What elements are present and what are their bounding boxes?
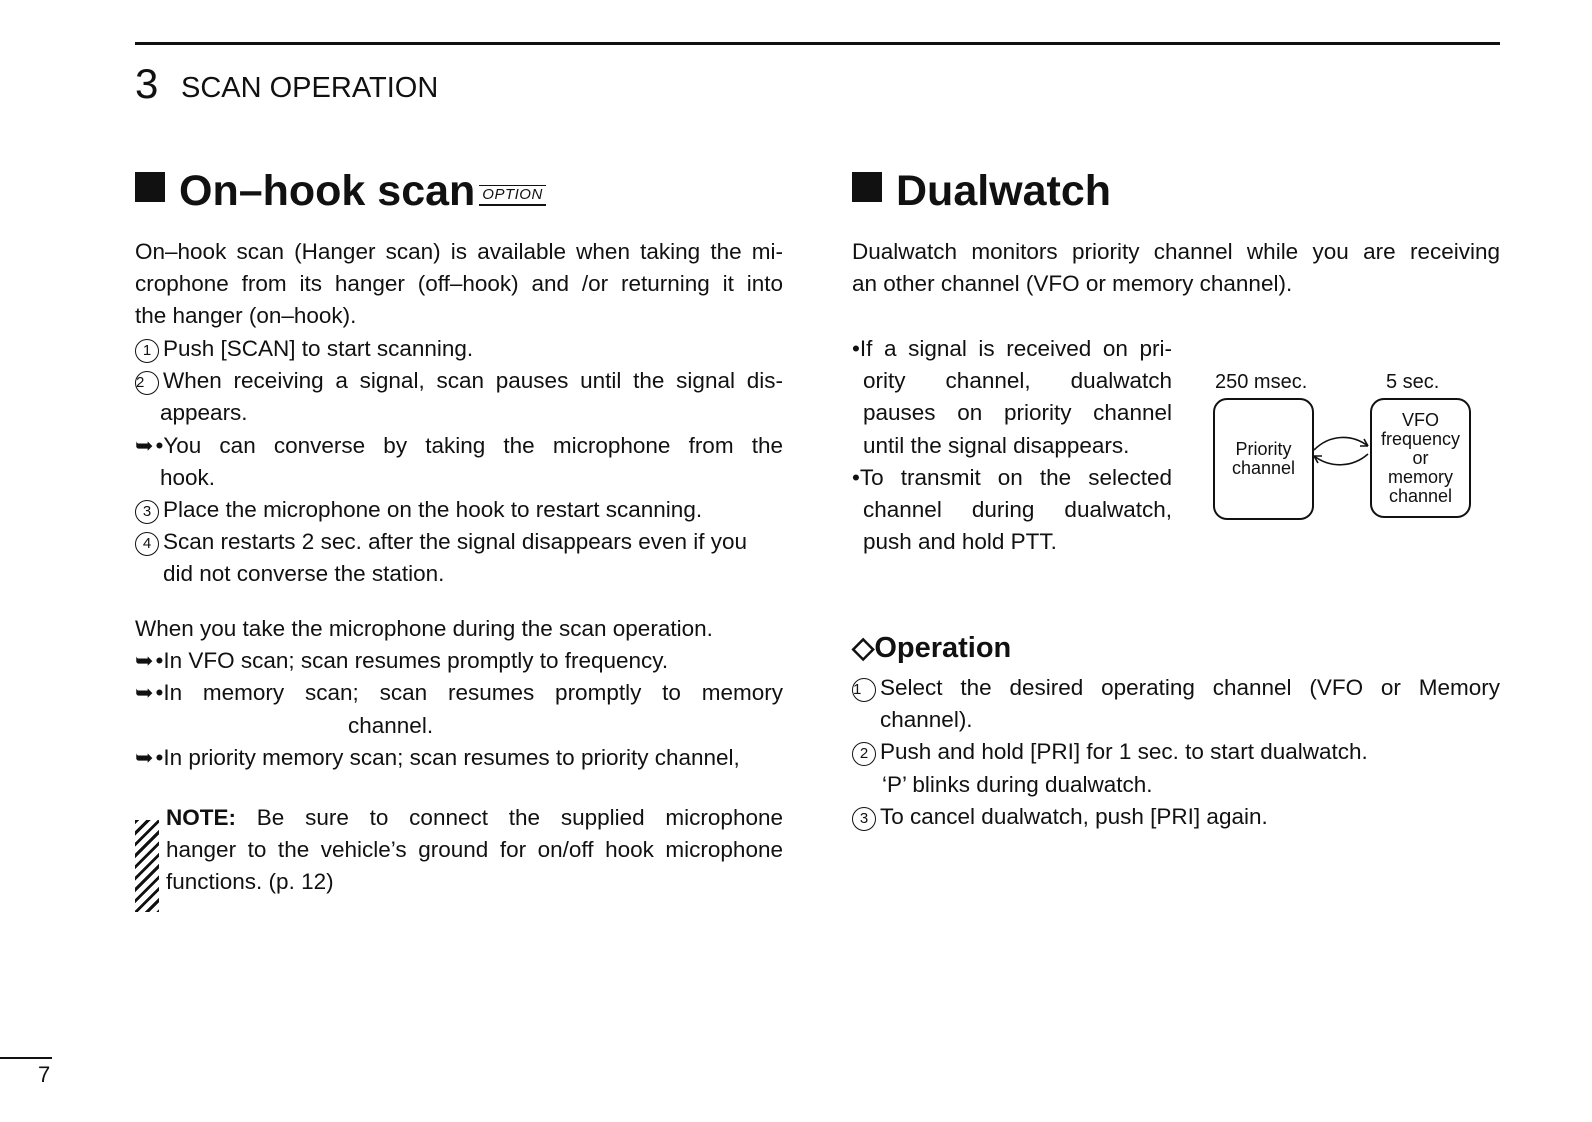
- bullet-text: If a signal is received on pri-: [859, 336, 1172, 361]
- take-mic-text: When you take the microphone during the scan operation.: [135, 616, 713, 641]
- box-label: Priority: [1235, 439, 1292, 459]
- step-text: Place the microphone on the hook to restart scanning.: [163, 497, 703, 523]
- op-step-2: [852, 736, 1500, 768]
- arrow-icon: ➥: [135, 680, 154, 706]
- footer-rule: [0, 1057, 52, 1059]
- bullet-dot: •: [852, 336, 860, 361]
- box-label: VFO: [1401, 409, 1439, 430]
- onhook-intro: [135, 236, 783, 333]
- dualwatch-heading: [852, 166, 1111, 216]
- step-2-cont: appears.: [160, 400, 248, 426]
- step-text: Select the desired operating channel (VFO or Memory: [880, 675, 1500, 700]
- resume-item-cont: channel.: [348, 712, 434, 738]
- arrow-note: [135, 430, 783, 462]
- top-rule: [135, 42, 1500, 45]
- resume-block: [135, 613, 783, 774]
- resume-item: [135, 742, 783, 774]
- op-step-1-cont: channel).: [880, 707, 973, 733]
- step-text: To cancel dualwatch, push [PRI] again.: [880, 803, 1268, 829]
- step-text: Scan restarts 2 sec. after the signal disappears even if you: [163, 529, 748, 555]
- box-label: or: [1412, 447, 1429, 468]
- onhook-heading: [135, 166, 546, 216]
- intro-line: crophone from its hanger (off–hook) and /or returning it into: [135, 271, 783, 297]
- step-2: [135, 365, 783, 397]
- resume-text: •In VFO scan; scan resumes promptly to frequency.: [155, 648, 669, 674]
- arrow-icon: ➥: [135, 744, 154, 770]
- dualwatch-bullets: [852, 333, 1172, 558]
- op-step-1: [852, 672, 1500, 704]
- resume-text: •In memory scan; scan resumes promptly to memory: [155, 680, 783, 706]
- diamond-icon: ◇: [852, 632, 875, 664]
- step-text: Push and hold [PRI] for 1 sec. to start dualwatch.: [880, 739, 1368, 765]
- swap-arrows-icon: [1310, 432, 1372, 472]
- step-number-circle: 3: [852, 807, 876, 831]
- onhook-steps: [135, 333, 783, 591]
- square-bullet-icon: [852, 172, 882, 202]
- square-bullet-icon: [135, 172, 165, 202]
- priority-channel-box: [1213, 398, 1314, 520]
- operation-steps: [852, 672, 1500, 833]
- arrow-icon: ➥: [135, 432, 154, 458]
- step-number-circle: 1: [135, 339, 159, 363]
- box-label: frequency: [1380, 428, 1461, 449]
- arrow-note-cont: hook.: [160, 464, 216, 490]
- step-number-circle: 2: [135, 371, 159, 395]
- box-label: channel: [1388, 485, 1453, 506]
- note-label: NOTE:: [166, 805, 236, 830]
- step-text: Push [SCAN] to start scanning.: [163, 336, 474, 361]
- dualwatch-heading-text: Dualwatch: [896, 167, 1112, 215]
- step-number-circle: 4: [135, 532, 159, 556]
- bullet-text: To transmit on the selected: [859, 464, 1172, 490]
- step-number-circle: 2: [852, 742, 876, 766]
- intro-line: the hanger (on–hook).: [135, 303, 357, 329]
- bullet-line: ority channel, dualwatch: [863, 368, 1172, 394]
- bullet-line: [852, 333, 1172, 365]
- onhook-heading-text: On–hook scan: [179, 167, 476, 215]
- page-number: 7: [38, 1062, 51, 1087]
- bullet-line: until the signal disappears.: [863, 432, 1130, 458]
- note-line: [166, 802, 783, 834]
- note-block: [166, 802, 783, 899]
- vfo-memory-box: [1370, 398, 1471, 518]
- arrow-icon: ➥: [135, 648, 154, 674]
- op-step-3: [852, 801, 1500, 833]
- intro-line: an other channel (VFO or memory channel).: [852, 271, 1293, 297]
- step-4-cont: did not converse the station.: [163, 561, 445, 587]
- operation-heading-text: Operation: [874, 632, 1012, 664]
- diagram-left-time: 250 msec.: [1215, 371, 1308, 393]
- intro-line: On–hook scan (Hanger scan) is available when taking the mi-: [135, 239, 783, 264]
- note-line: functions. (p. 12): [166, 869, 334, 895]
- step-4: [135, 526, 783, 558]
- dualwatch-intro: [852, 236, 1500, 300]
- chapter-title: SCAN OPERATION: [181, 72, 439, 104]
- step-number-circle: 1: [852, 678, 876, 702]
- chapter-number: 3: [135, 60, 159, 107]
- arrow-note-text: •You can converse by taking the microphone from the: [155, 432, 783, 458]
- resume-item: [135, 645, 783, 677]
- note-hatch-icon: [135, 820, 159, 912]
- option-tag: OPTION: [479, 185, 546, 206]
- box-label: memory: [1387, 466, 1453, 487]
- box-label: channel: [1231, 458, 1296, 478]
- bullet-line: [852, 462, 1172, 494]
- op-step-2-cont: ‘P’ blinks during dualwatch.: [882, 771, 1153, 797]
- bullet-dot: •: [852, 464, 860, 490]
- resume-item: [135, 677, 783, 709]
- step-1: [135, 333, 783, 365]
- bullet-line: channel during dualwatch,: [863, 497, 1172, 523]
- diagram-right-time: 5 sec.: [1386, 371, 1440, 393]
- note-line: hanger to the vehicle’s ground for on/off hook microphone: [166, 837, 783, 863]
- bullet-line: push and hold PTT.: [863, 529, 1057, 555]
- step-3: [135, 494, 783, 526]
- note-text: Be sure to connect the supplied microphone: [236, 805, 783, 830]
- intro-line: Dualwatch monitors priority channel while you are receiving: [852, 239, 1500, 264]
- step-number-circle: 3: [135, 500, 159, 524]
- resume-text: •In priority memory scan; scan resumes to priority channel,: [155, 744, 740, 770]
- operation-heading: [852, 631, 1011, 665]
- bullet-line: pauses on priority channel: [863, 400, 1172, 426]
- step-text: When receiving a signal, scan pauses until the signal dis-: [163, 368, 783, 394]
